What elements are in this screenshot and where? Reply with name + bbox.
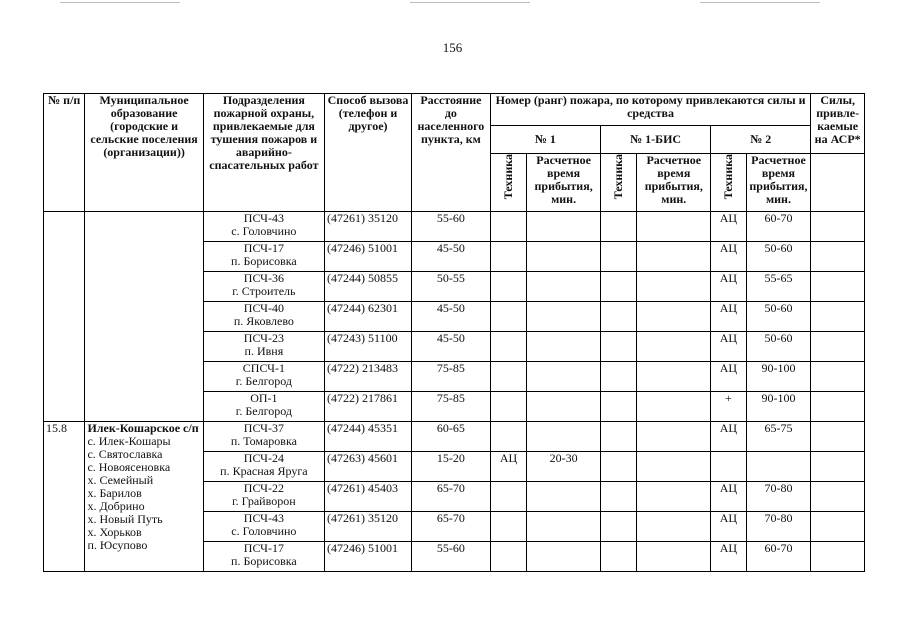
time-rank1bis-cell — [637, 512, 711, 542]
tech-rank1-cell — [490, 332, 526, 362]
distance-cell: 50-55 — [411, 272, 490, 302]
header-tech-1: Техника — [490, 154, 526, 212]
phone-cell: (47246) 51001 — [325, 242, 412, 272]
tech-rank1-cell — [490, 362, 526, 392]
settlement-item: с. Святославка — [87, 447, 163, 461]
unit-location: п. Борисовка — [231, 554, 297, 568]
time-rank2-cell: 60-70 — [746, 542, 811, 572]
time-rank1-cell — [527, 212, 601, 242]
unit-name: ПСЧ-22 — [243, 481, 284, 495]
header-time-1bis: Расчетное время прибытия, мин. — [637, 154, 711, 212]
unit-cell — [203, 452, 324, 482]
distance-cell: 15-20 — [411, 452, 490, 482]
header-time-2: Расчетное время прибытия, мин. — [746, 154, 811, 212]
time-rank1-cell — [527, 332, 601, 362]
time-rank2-cell: 70-80 — [746, 482, 811, 512]
table-row — [44, 422, 865, 452]
tech-rank1bis-cell — [601, 302, 637, 332]
settlement-item: х. Добрино — [87, 499, 145, 513]
time-rank2-cell: 55-65 — [746, 272, 811, 302]
header-asr-empty — [811, 154, 865, 212]
tech-rank2-cell: АЦ — [711, 482, 746, 512]
phone-cell: (47244) 50855 — [325, 272, 412, 302]
tech-rank1-cell — [490, 392, 526, 422]
phone-cell: (47263) 45601 — [325, 452, 412, 482]
unit-name: ПСЧ-24 — [243, 451, 284, 465]
settlement-item: х. Семейный — [87, 473, 154, 487]
distance-cell: 55-60 — [411, 212, 490, 242]
time-rank1-cell — [527, 542, 601, 572]
tech-rank1bis-cell — [601, 362, 637, 392]
table-row — [44, 212, 865, 242]
time-rank1-cell — [527, 302, 601, 332]
tech-rank1bis-cell — [601, 452, 637, 482]
time-rank1bis-cell — [637, 302, 711, 332]
unit-location: с. Головчино — [231, 224, 297, 238]
phone-cell: (4722) 213483 — [325, 362, 412, 392]
asr-cell — [811, 452, 865, 482]
tech-rank1-cell — [490, 542, 526, 572]
tech-rank1bis-cell — [601, 212, 637, 242]
unit-location: п. Борисовка — [231, 254, 297, 268]
distance-cell: 45-50 — [411, 332, 490, 362]
tech-rank2-cell: АЦ — [711, 272, 746, 302]
phone-cell: (47261) 35120 — [325, 212, 412, 242]
tech-rank2-cell: АЦ — [711, 302, 746, 332]
header-num: № п/п — [44, 94, 85, 212]
unit-cell — [203, 542, 324, 572]
tech-rank1bis-cell — [601, 482, 637, 512]
time-rank1-cell — [527, 512, 601, 542]
time-rank2-cell — [746, 452, 811, 482]
tech-rank2-cell: АЦ — [711, 242, 746, 272]
distance-cell: 45-50 — [411, 242, 490, 272]
time-rank1bis-cell — [637, 392, 711, 422]
unit-name: ПСЧ-17 — [243, 541, 284, 555]
header-tech-1bis: Техника — [601, 154, 637, 212]
settlement-item: х. Барилов — [87, 486, 142, 500]
unit-location: г. Грайворон — [232, 494, 296, 508]
tech-rank1-cell — [490, 212, 526, 242]
unit-name: ПСЧ-40 — [243, 301, 284, 315]
tech-rank1bis-cell — [601, 242, 637, 272]
tech-rank2-cell — [711, 452, 746, 482]
unit-cell — [203, 362, 324, 392]
asr-cell — [811, 302, 865, 332]
unit-cell — [203, 302, 324, 332]
tech-rank1-cell — [490, 272, 526, 302]
unit-name: ОП-1 — [250, 391, 278, 405]
phone-cell: (47246) 51001 — [325, 542, 412, 572]
asr-cell — [811, 542, 865, 572]
distance-cell: 75-85 — [411, 362, 490, 392]
distance-cell: 45-50 — [411, 302, 490, 332]
phone-cell: (4722) 217861 — [325, 392, 412, 422]
time-rank1bis-cell — [637, 212, 711, 242]
time-rank1bis-cell — [637, 362, 711, 392]
time-rank1-cell — [527, 362, 601, 392]
time-rank1-cell — [527, 482, 601, 512]
unit-name: ПСЧ-17 — [243, 241, 284, 255]
page-number: 156 — [442, 40, 463, 55]
unit-location: г. Белгород — [235, 374, 292, 388]
num-cell — [44, 212, 85, 422]
municipality-title: Илек-Кошарское с/п — [87, 421, 199, 435]
distance-cell: 60-65 — [411, 422, 490, 452]
time-rank1bis-cell — [637, 332, 711, 362]
unit-location: п. Ивня — [244, 344, 284, 358]
settlement-item: х. Хорьков — [87, 525, 142, 539]
time-rank1-cell — [527, 422, 601, 452]
tech-rank1-cell — [490, 302, 526, 332]
unit-name: ПСЧ-43 — [243, 211, 284, 225]
asr-cell — [811, 422, 865, 452]
time-rank1-cell — [527, 272, 601, 302]
time-rank2-cell: 65-75 — [746, 422, 811, 452]
table-header — [44, 94, 865, 212]
time-rank1bis-cell — [637, 242, 711, 272]
tech-rank1bis-cell — [601, 512, 637, 542]
header-time-1: Расчетное время прибытия, мин. — [527, 154, 601, 212]
unit-location: с. Головчино — [231, 524, 297, 538]
unit-name: ПСЧ-37 — [243, 421, 284, 435]
phone-cell: (47244) 62301 — [325, 302, 412, 332]
tech-rank2-cell: + — [711, 392, 746, 422]
settlement-item: п. Юсупово — [87, 538, 148, 552]
num-cell: 15.8 — [44, 422, 85, 572]
tech-rank1-cell — [490, 512, 526, 542]
unit-name: СПСЧ-1 — [242, 361, 285, 375]
unit-name: ПСЧ-23 — [243, 331, 284, 345]
unit-name: ПСЧ-36 — [243, 271, 284, 285]
asr-cell — [811, 332, 865, 362]
time-rank2-cell: 90-100 — [746, 392, 811, 422]
tech-rank2-cell: АЦ — [711, 512, 746, 542]
time-rank2-cell: 50-60 — [746, 302, 811, 332]
municipality-cell — [85, 422, 203, 572]
distance-cell: 65-70 — [411, 482, 490, 512]
header-asr: Силы, привле-каемые на АСР* — [811, 94, 865, 154]
top-edge-line — [60, 2, 180, 3]
municipality-cell — [85, 212, 203, 422]
settlement-item: с. Новоясеновка — [87, 460, 171, 474]
tech-rank2-cell: АЦ — [711, 362, 746, 392]
asr-cell — [811, 362, 865, 392]
phone-cell: (47261) 45403 — [325, 482, 412, 512]
tech-rank1-cell — [490, 242, 526, 272]
header-fire-rank: Номер (ранг) пожара, по которому привлекаются силы и средства — [490, 94, 811, 126]
unit-cell — [203, 272, 324, 302]
table-body — [44, 212, 865, 572]
settlement-item: х. Новый Путь — [87, 512, 163, 526]
unit-cell — [203, 242, 324, 272]
unit-location: п. Яковлево — [233, 314, 294, 328]
tech-rank1bis-cell — [601, 392, 637, 422]
asr-cell — [811, 242, 865, 272]
header-rank-1: № 1 — [490, 126, 600, 154]
unit-location: г. Строитель — [232, 284, 296, 298]
asr-cell — [811, 512, 865, 542]
phone-cell: (47261) 35120 — [325, 512, 412, 542]
tech-rank1-cell: АЦ — [490, 452, 526, 482]
unit-name: ПСЧ-43 — [243, 511, 284, 525]
unit-cell — [203, 212, 324, 242]
distance-cell: 75-85 — [411, 392, 490, 422]
fire-forces-table — [43, 93, 865, 572]
time-rank2-cell: 90-100 — [746, 362, 811, 392]
top-edge-line — [700, 2, 820, 3]
asr-cell — [811, 392, 865, 422]
time-rank1-cell — [527, 392, 601, 422]
tech-rank2-cell: АЦ — [711, 542, 746, 572]
header-distance: Расстояние до населенного пункта, км — [411, 94, 490, 212]
distance-cell: 55-60 — [411, 542, 490, 572]
header-municipality: Муниципальное образование (городские и сельские поселения (организации)) — [85, 94, 203, 212]
tech-rank1-cell — [490, 422, 526, 452]
unit-location: п. Томаровка — [230, 434, 297, 448]
time-rank1bis-cell — [637, 422, 711, 452]
unit-cell — [203, 422, 324, 452]
time-rank2-cell: 50-60 — [746, 332, 811, 362]
time-rank1-cell: 20-30 — [527, 452, 601, 482]
distance-cell: 65-70 — [411, 512, 490, 542]
phone-cell: (47244) 45351 — [325, 422, 412, 452]
unit-location: п. Красная Яруга — [220, 464, 308, 478]
tech-rank1bis-cell — [601, 422, 637, 452]
unit-cell — [203, 512, 324, 542]
tech-rank1-cell — [490, 482, 526, 512]
time-rank1bis-cell — [637, 542, 711, 572]
asr-cell — [811, 272, 865, 302]
header-rank-2: № 2 — [711, 126, 811, 154]
unit-location: г. Белгород — [235, 404, 292, 418]
time-rank1-cell — [527, 242, 601, 272]
header-units: Подразделения пожарной охраны, привлекаемые для тушения пожаров и аварийно-спасательных работ — [203, 94, 324, 212]
tech-rank1bis-cell — [601, 272, 637, 302]
time-rank1bis-cell — [637, 482, 711, 512]
unit-cell — [203, 392, 324, 422]
asr-cell — [811, 212, 865, 242]
top-edge-line — [410, 2, 530, 3]
time-rank2-cell: 50-60 — [746, 242, 811, 272]
tech-rank1bis-cell — [601, 332, 637, 362]
time-rank2-cell: 70-80 — [746, 512, 811, 542]
tech-rank2-cell: АЦ — [711, 422, 746, 452]
unit-cell — [203, 482, 324, 512]
phone-cell: (47243) 51100 — [325, 332, 412, 362]
asr-cell — [811, 482, 865, 512]
header-call-method: Способ вызова (телефон и другое) — [325, 94, 412, 212]
settlement-item: с. Илек-Кошары — [87, 434, 171, 448]
time-rank1bis-cell — [637, 272, 711, 302]
tech-rank2-cell: АЦ — [711, 332, 746, 362]
header-rank-1bis: № 1-БИС — [601, 126, 711, 154]
tech-rank2-cell: АЦ — [711, 212, 746, 242]
tech-rank1bis-cell — [601, 542, 637, 572]
time-rank1bis-cell — [637, 452, 711, 482]
unit-cell — [203, 332, 324, 362]
header-tech-2: Техника — [711, 154, 746, 212]
time-rank2-cell: 60-70 — [746, 212, 811, 242]
